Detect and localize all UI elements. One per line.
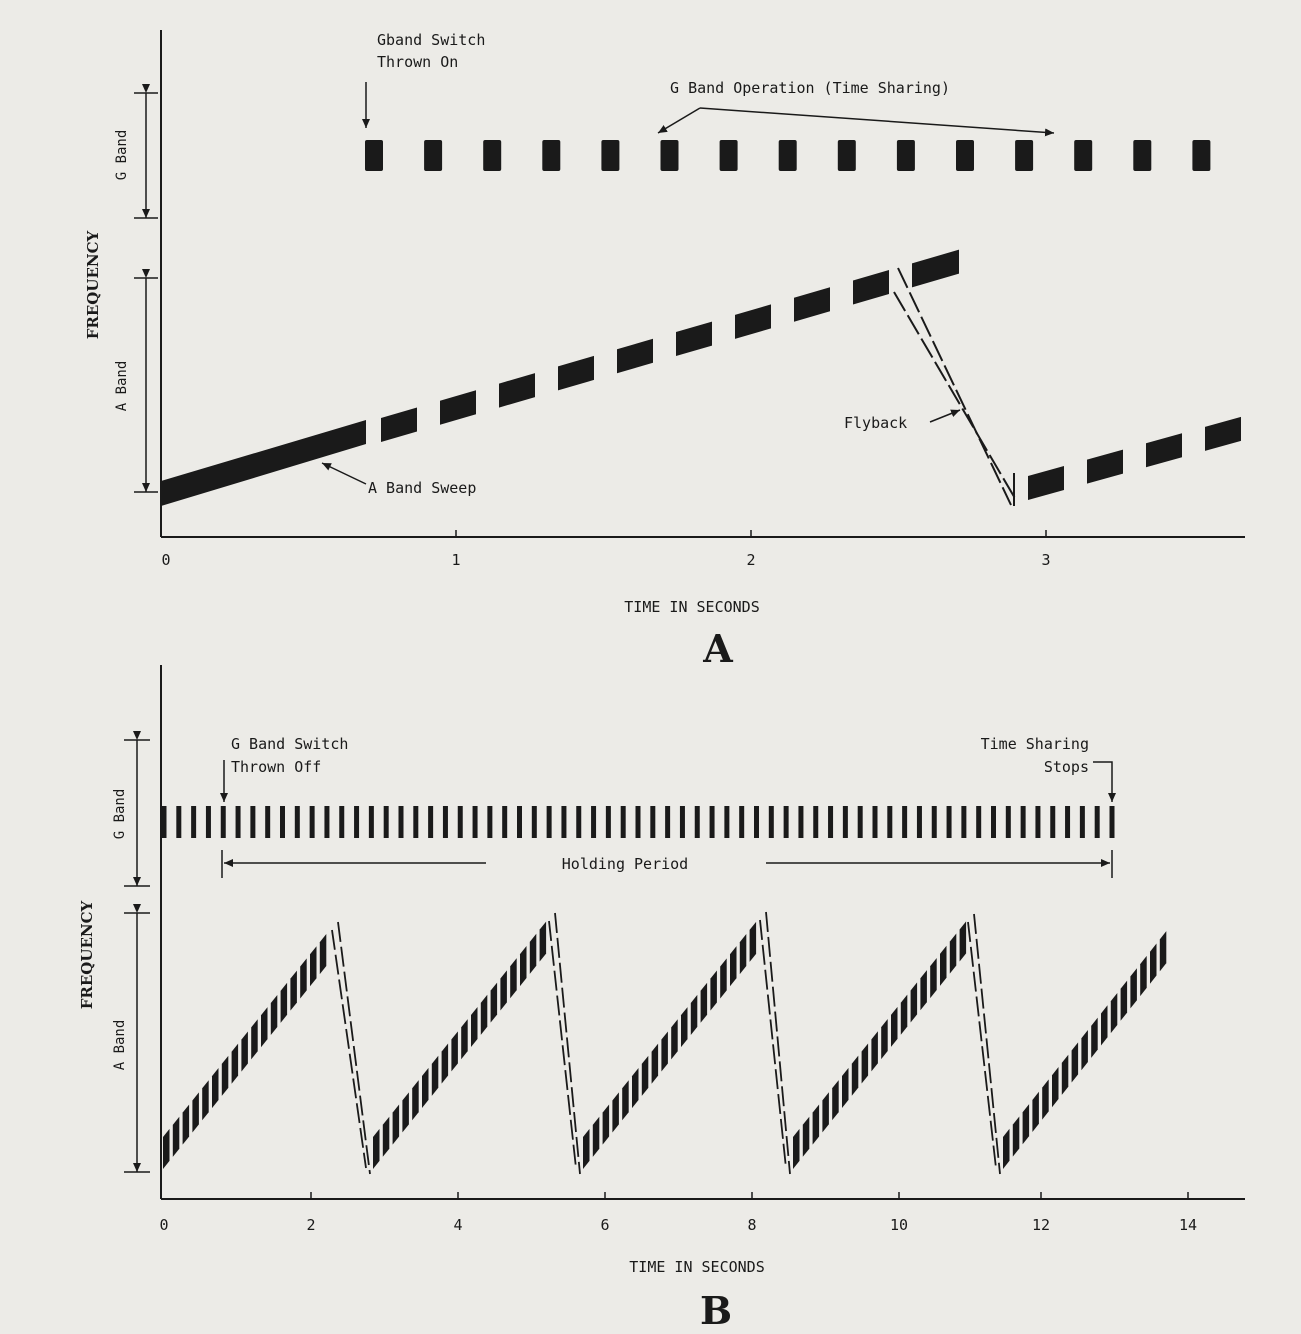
panel-a-flyback-lines xyxy=(894,268,1016,506)
sweep-segment xyxy=(1160,931,1167,971)
panel-a-sweep-arrow xyxy=(322,463,366,484)
flyback-line xyxy=(766,912,790,1174)
g-band-pulse xyxy=(665,806,670,838)
panel-a-y-axis-label: FREQUENCY xyxy=(84,230,102,340)
g-band-pulse xyxy=(517,806,522,838)
sweep-segment xyxy=(822,1092,829,1132)
g-band-pulse xyxy=(473,806,478,838)
g-band-pulse xyxy=(813,806,818,838)
sweep-segment xyxy=(520,946,527,986)
sweep-segment xyxy=(381,407,417,441)
g-band-pulse xyxy=(784,806,789,838)
panel-a-flyback-arrow xyxy=(930,410,960,422)
panel-b-x-tick-label: 14 xyxy=(1178,1216,1198,1234)
flyback-line xyxy=(332,930,366,1168)
panel-b-a-band-label: A Band xyxy=(112,1019,128,1071)
sweep-segment xyxy=(451,1031,458,1071)
sweep-segment xyxy=(202,1080,209,1120)
sweep-segment xyxy=(912,250,959,288)
g-band-pulse xyxy=(769,806,774,838)
panel-b-x-ticks xyxy=(311,1192,1188,1199)
sweep-segment xyxy=(540,922,547,962)
sweep-segment xyxy=(720,958,727,998)
sweep-segment xyxy=(1205,417,1241,451)
sweep-segment xyxy=(163,1129,170,1169)
panel-b-x-tick-label: 10 xyxy=(889,1216,909,1234)
panel-a-x-tick-label: 3 xyxy=(1041,551,1051,569)
g-band-pulse xyxy=(176,806,181,838)
panel-b-switch-off-label-2: Thrown Off xyxy=(231,758,322,776)
g-band-pulse xyxy=(1074,140,1092,171)
g-band-pulse xyxy=(1080,806,1085,838)
sweep-segment xyxy=(271,995,278,1035)
g-band-pulse xyxy=(976,806,981,838)
g-band-pulse xyxy=(542,140,560,171)
sweep-segment xyxy=(510,958,517,998)
sweep-segment xyxy=(212,1068,219,1108)
panel-a-time-sharing-label: G Band Operation (Time Sharing) xyxy=(670,79,950,97)
sweep-segment xyxy=(491,983,498,1023)
flyback-line xyxy=(760,920,786,1168)
sweep-segment xyxy=(617,339,653,373)
g-band-pulse xyxy=(1021,806,1026,838)
g-band-pulse xyxy=(661,140,679,171)
sweep-segment xyxy=(383,1117,390,1157)
sweep-segment xyxy=(960,921,967,961)
sweep-segment xyxy=(232,1044,239,1084)
g-band-pulse xyxy=(365,140,383,171)
g-band-pulse xyxy=(650,806,655,838)
g-band-pulse xyxy=(779,140,797,171)
sweep-segment xyxy=(251,1019,258,1059)
g-band-pulse xyxy=(828,806,833,838)
sweep-segment xyxy=(530,934,537,974)
sweep-segment xyxy=(1091,1018,1098,1058)
sweep-segment xyxy=(832,1080,839,1120)
panel-b-letter: B xyxy=(699,1288,733,1333)
panel-b-y-axis-label: FREQUENCY xyxy=(78,900,96,1010)
panel-b-x-tick-label: 4 xyxy=(453,1216,463,1234)
panel-b-g-band-label: G Band xyxy=(112,788,128,840)
g-band-pulse xyxy=(1065,806,1070,838)
panel-a-a-band-sweep xyxy=(161,420,366,506)
panel-b-sawtooth-sweeps xyxy=(163,921,1166,1169)
g-band-pulse xyxy=(324,806,329,838)
g-band-pulse xyxy=(843,806,848,838)
sweep-segment xyxy=(192,1092,199,1132)
sweep-segment xyxy=(320,934,327,974)
sweep-segment xyxy=(183,1105,190,1145)
panel-a-g-band-bracket xyxy=(134,93,158,218)
sweep-segment xyxy=(1023,1104,1030,1144)
sweep-segment xyxy=(442,1044,449,1084)
sweep-segment xyxy=(1028,466,1064,500)
sweep-segment xyxy=(373,1129,380,1169)
g-band-pulse xyxy=(310,806,315,838)
g-band-pulse xyxy=(339,806,344,838)
g-band-pulse xyxy=(902,806,907,838)
sweep-segment xyxy=(1032,1092,1039,1132)
sweep-segment xyxy=(652,1044,659,1084)
g-band-pulse xyxy=(458,806,463,838)
sweep-segment xyxy=(1072,1042,1079,1082)
g-band-pulse xyxy=(1133,140,1151,171)
g-band-pulse xyxy=(858,806,863,838)
panel-a xyxy=(84,30,1245,671)
g-band-pulse xyxy=(710,806,715,838)
g-band-pulse xyxy=(720,140,738,171)
g-band-pulse xyxy=(424,140,442,171)
panel-b-stops-arrow xyxy=(1093,762,1112,802)
g-band-pulse xyxy=(621,806,626,838)
g-band-pulse xyxy=(695,806,700,838)
g-band-pulse xyxy=(413,806,418,838)
g-band-pulse xyxy=(547,806,552,838)
sweep-segment xyxy=(422,1068,429,1108)
sweep-segment xyxy=(1087,450,1123,484)
sweep-segment xyxy=(1121,981,1128,1021)
g-band-pulse xyxy=(991,806,996,838)
g-band-pulse xyxy=(384,806,389,838)
sweep-segment xyxy=(642,1056,649,1096)
sweep-segment xyxy=(500,970,507,1010)
g-band-pulse xyxy=(280,806,285,838)
panel-b xyxy=(78,665,1245,1333)
sweep-segment xyxy=(1052,1067,1059,1107)
sweep-segment xyxy=(842,1068,849,1108)
g-band-pulse xyxy=(561,806,566,838)
panel-a-time-sharing-arrow-left xyxy=(658,108,700,133)
sweep-segment xyxy=(881,1019,888,1059)
sweep-segment xyxy=(1111,993,1118,1033)
sweep-segment xyxy=(612,1092,619,1132)
g-band-pulse xyxy=(754,806,759,838)
sweep-segment xyxy=(440,390,476,424)
panel-b-x-tick-label: 0 xyxy=(159,1216,169,1234)
flyback-line xyxy=(974,914,1000,1174)
sweep-segment xyxy=(803,1117,810,1157)
panel-a-sweep-label: A Band Sweep xyxy=(368,479,477,497)
g-band-pulse xyxy=(576,806,581,838)
g-band-pulse xyxy=(502,806,507,838)
sweep-segment xyxy=(481,995,488,1035)
panel-a-switch-on-label-2: Thrown On xyxy=(377,53,459,71)
panel-a-flyback-label: Flyback xyxy=(844,414,908,432)
panel-b-x-tick-label: 2 xyxy=(306,1216,316,1234)
panel-b-stops-label: Time Sharing xyxy=(980,735,1089,753)
sweep-segment xyxy=(691,995,698,1035)
panel-a-time-sharing-arrow-right xyxy=(700,108,1054,133)
sweep-segment xyxy=(471,1007,478,1047)
sweep-segment xyxy=(632,1068,639,1108)
sweep-segment xyxy=(402,1092,409,1132)
panel-a-a-band-label: A Band xyxy=(114,360,130,412)
sweep-segment xyxy=(432,1056,439,1096)
g-band-pulse xyxy=(265,806,270,838)
g-band-pulse xyxy=(443,806,448,838)
g-band-pulse xyxy=(483,140,501,171)
sweep-segment xyxy=(281,983,288,1023)
g-band-pulse xyxy=(354,806,359,838)
sweep-segment xyxy=(735,304,771,338)
sweep-segment xyxy=(622,1080,629,1120)
sweep-segment xyxy=(1062,1055,1069,1095)
g-band-pulse xyxy=(1035,806,1040,838)
g-band-pulse xyxy=(1095,806,1100,838)
sweep-segment xyxy=(813,1104,820,1144)
panel-a-a-band-bracket xyxy=(134,278,158,492)
sweep-segment xyxy=(950,934,957,974)
flyback-line xyxy=(555,913,580,1174)
g-band-pulse xyxy=(162,806,167,838)
sweep-segment xyxy=(393,1105,400,1145)
g-band-pulse xyxy=(961,806,966,838)
g-band-pulse xyxy=(838,140,856,171)
g-band-pulse xyxy=(887,806,892,838)
g-band-pulse xyxy=(591,806,596,838)
g-band-pulse xyxy=(798,806,803,838)
panel-b-x-tick-label: 8 xyxy=(747,1216,757,1234)
sweep-segment xyxy=(852,1056,859,1096)
sweep-segment xyxy=(793,1129,800,1169)
panel-b-x-axis-label: TIME IN SECONDS xyxy=(629,1258,765,1276)
sweep-segment xyxy=(290,971,297,1011)
panel-a-g-band-pulses xyxy=(365,140,1210,171)
sweep-segment xyxy=(920,970,927,1010)
sweep-segment xyxy=(412,1080,419,1120)
sweep-segment xyxy=(676,322,712,356)
sweep-segment xyxy=(681,1007,688,1047)
sweep-segment xyxy=(173,1117,180,1157)
panel-a-letter: A xyxy=(703,626,733,671)
panel-b-switch-off-label: G Band Switch xyxy=(231,735,349,753)
g-band-pulse xyxy=(487,806,492,838)
sweep-segment xyxy=(1140,956,1147,996)
sweep-segment xyxy=(558,356,594,390)
sweep-segment xyxy=(940,946,947,986)
panel-a-second-sweep-segments xyxy=(1028,417,1241,500)
sweep-segment xyxy=(583,1129,590,1169)
g-band-pulse xyxy=(1015,140,1033,171)
sweep-segment xyxy=(593,1117,600,1157)
sweep-segment xyxy=(1013,1116,1020,1156)
g-band-pulse xyxy=(917,806,922,838)
sweep-segment xyxy=(862,1043,869,1083)
g-band-pulse xyxy=(399,806,404,838)
sweep-segment xyxy=(911,982,918,1022)
sweep-segment xyxy=(853,270,889,304)
sweep-segment xyxy=(300,958,307,998)
sweep-segment xyxy=(871,1031,878,1071)
g-band-pulse xyxy=(221,806,226,838)
g-band-pulse xyxy=(1050,806,1055,838)
g-band-pulse xyxy=(932,806,937,838)
sweep-segment xyxy=(461,1019,468,1059)
panel-b-g-band-pulses xyxy=(162,806,1115,838)
g-band-pulse xyxy=(601,140,619,171)
sweep-segment xyxy=(1101,1005,1108,1045)
panel-a-x-tick-label: 1 xyxy=(451,551,461,569)
g-band-pulse xyxy=(636,806,641,838)
g-band-pulse xyxy=(250,806,255,838)
g-band-pulse xyxy=(295,806,300,838)
g-band-pulse xyxy=(956,140,974,171)
g-band-pulse xyxy=(739,806,744,838)
sweep-segment xyxy=(241,1031,248,1071)
sweep-segment xyxy=(1146,433,1182,467)
g-band-pulse xyxy=(1110,806,1115,838)
sweep-segment xyxy=(671,1019,678,1059)
sweep-segment xyxy=(1003,1129,1010,1169)
sweep-segment xyxy=(710,971,717,1011)
g-band-pulse xyxy=(724,806,729,838)
g-band-pulse xyxy=(532,806,537,838)
sweep-segment xyxy=(261,1007,268,1047)
sweep-segment xyxy=(603,1105,610,1145)
panel-b-x-tick-label: 6 xyxy=(600,1216,610,1234)
sweep-segment xyxy=(750,922,757,962)
g-band-pulse xyxy=(236,806,241,838)
sweep-segment xyxy=(661,1031,668,1071)
sweep-segment xyxy=(930,958,937,998)
sweep-segment xyxy=(1042,1079,1049,1119)
sweep-segment xyxy=(310,946,317,986)
g-band-pulse xyxy=(428,806,433,838)
sweep-segment xyxy=(701,983,708,1023)
g-band-pulse xyxy=(206,806,211,838)
sweep-segment xyxy=(740,934,747,974)
panel-a-x-tick-label: 2 xyxy=(746,551,756,569)
g-band-pulse xyxy=(873,806,878,838)
panel-a-switch-on-label: Gband Switch xyxy=(377,31,486,49)
g-band-pulse xyxy=(606,806,611,838)
panel-b-stops-label-2: Stops xyxy=(1043,758,1089,776)
flyback-line xyxy=(549,921,576,1168)
panel-a-g-band-label: G Band xyxy=(114,129,130,181)
flyback-line xyxy=(338,922,370,1174)
sweep-segment xyxy=(1150,944,1157,984)
sweep-segment xyxy=(901,995,908,1035)
g-band-pulse xyxy=(680,806,685,838)
sweep-segment xyxy=(1081,1030,1088,1070)
flyback-line xyxy=(968,922,996,1168)
sweep-segment xyxy=(499,373,535,407)
panel-a-x-axis-label: TIME IN SECONDS xyxy=(624,598,760,616)
sweep-segment xyxy=(794,287,830,321)
g-band-pulse xyxy=(1006,806,1011,838)
panel-a-x-tick-label: 0 xyxy=(161,551,171,569)
panel-b-x-tick-label: 12 xyxy=(1031,1216,1051,1234)
panel-b-holding-period-label: Holding Period xyxy=(561,855,689,873)
sweep-segment xyxy=(222,1056,229,1096)
g-band-pulse xyxy=(947,806,952,838)
sweep-segment xyxy=(730,946,737,986)
sweep-segment xyxy=(1130,968,1137,1008)
g-band-pulse xyxy=(369,806,374,838)
g-band-pulse xyxy=(1192,140,1210,171)
g-band-pulse xyxy=(191,806,196,838)
g-band-pulse xyxy=(897,140,915,171)
sweep-segment xyxy=(891,1007,898,1047)
